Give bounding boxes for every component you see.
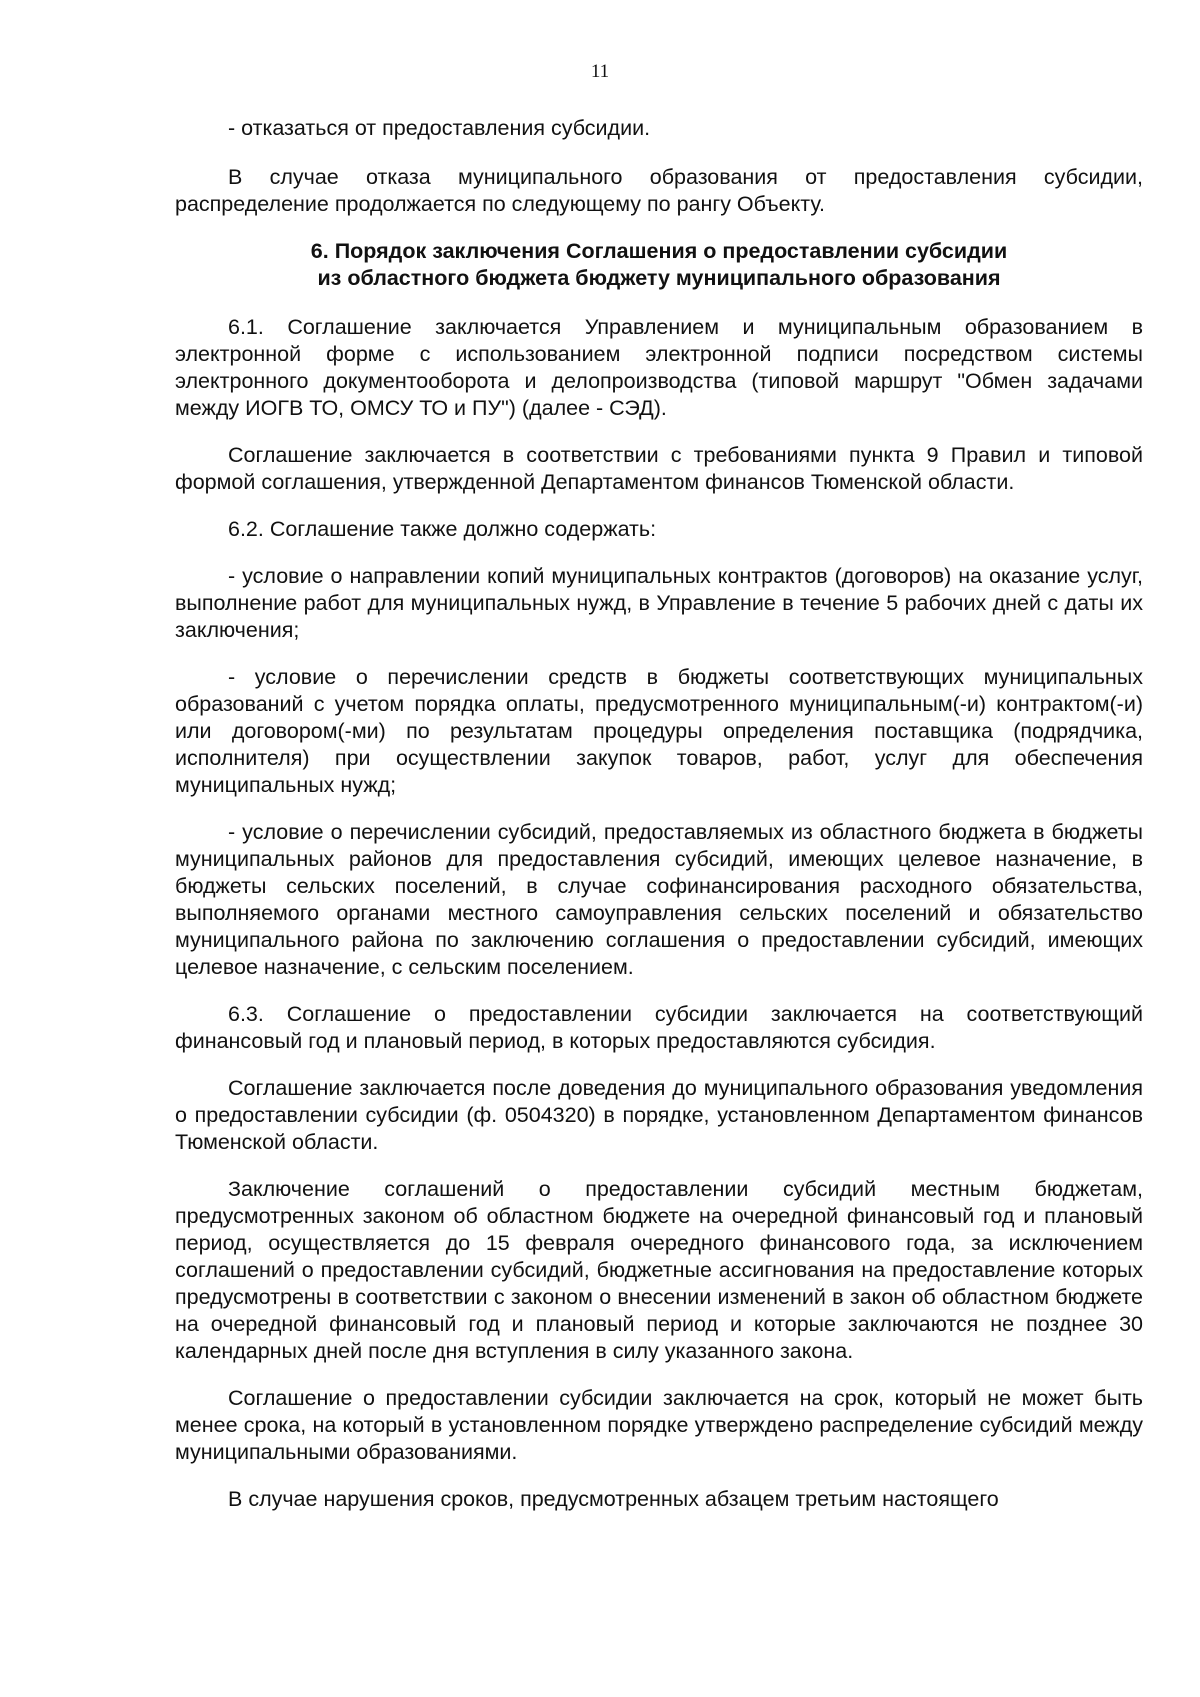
paragraph-condition-subsidy-transfer: - условие о перечислении субсидий, предоставляемых из областного бюджета в бюджеты муниципальных районов для предоставления субсидий, имеющих целевое назначение, в бюджеты сельских поселений, в случае софинансирования расходного обязательства, выполняемого органами местного самоуправления сельских поселений и обязательство муниципального района по заключению соглашения о предоставлении субсидий, имеющих целевое назначение, с сельским поселением. <box>175 820 1143 979</box>
paragraph-6-3: 6.3. Соглашение о предоставлении субсидии заключается на соответствующий финансовый год и плановый период, в которых предоставляются субсидия. <box>175 1002 1143 1053</box>
paragraph-deadline-violation: В случае нарушения сроков, предусмотренных абзацем третьим настоящего <box>228 1487 999 1511</box>
paragraph-refuse-subsidy: - отказаться от предоставления субсидии. <box>228 116 651 140</box>
paragraph-condition-contract-copies: - условие о направлении копий муниципальных контрактов (договоров) на оказание услуг, выполнение работ для муниципальных нужд, в Управление в течение 5 рабочих дней с даты их заключения; <box>175 564 1143 642</box>
paragraph-agreement-requirements: Соглашение заключается в соответствии с требованиями пункта 9 Правил и типовой формой соглашения, утвержденной Департаментом финансов Тюменской области. <box>175 443 1143 494</box>
document-body <box>175 115 1143 1513</box>
section-heading-line-1: 6. Порядок заключения Соглашения о предоставлении субсидии <box>310 239 1008 263</box>
section-heading-line-2: из областного бюджета бюджету муниципального образования <box>317 266 1001 290</box>
page-number: 11 <box>590 61 610 82</box>
paragraph-agreement-after-notice: Соглашение заключается после доведения до муниципального образования уведомления о предоставлении субсидии (ф. 0504320) в порядке, установленном Департаментом финансов Тюменской области. <box>175 1076 1143 1154</box>
paragraph-agreement-term: Соглашение о предоставлении субсидии заключается на срок, который не может быть менее срока, на который в установленном порядке утверждено распределение субсидий между муниципальными образованиями. <box>175 1386 1143 1464</box>
paragraph-6-1: 6.1. Соглашение заключается Управлением и муниципальным образованием в электронной форме с использованием электронной подписи посредством системы электронного документооборота и делопроизводства (типовой маршрут "Обмен задачами между ИОГВ ТО, ОМСУ ТО и ПУ") (далее - СЭД). <box>175 315 1143 420</box>
paragraph-refusal-case: В случае отказа муниципального образования от предоставления субсидии, распределение продолжается по следующему по рангу Объекту. <box>175 165 1143 216</box>
paragraph-agreement-deadline: Заключение соглашений о предоставлении субсидий местным бюджетам, предусмотренных законом об областном бюджете на очередной финансовый год и плановый период, осуществляется до 15 февраля очередного финансового года, за исключением соглашений о предоставлении субсидий, бюджетные ассигнования на предоставление которых предусмотрены в соответствии с законом о внесении изменений в закон об областном бюджете на очередной финансовый год и плановый период и которые заключаются не позднее 30 календарных дней после дня вступления в силу указанного закона. <box>175 1177 1143 1363</box>
section-heading <box>175 238 1143 292</box>
paragraph-condition-funds-transfer: - условие о перечислении средств в бюджеты соответствующих муниципальных образований с учетом порядка оплаты, предусмотренного муниципальным(-и) контрактом(-и) или договором(-ми) по результатам процедуры определения поставщика (подрядчика, исполнителя) при осуществлении закупок товаров, работ, услуг для обеспечения муниципальных нужд; <box>175 665 1143 797</box>
paragraph-6-2: 6.2. Соглашение также должно содержать: <box>228 517 657 541</box>
